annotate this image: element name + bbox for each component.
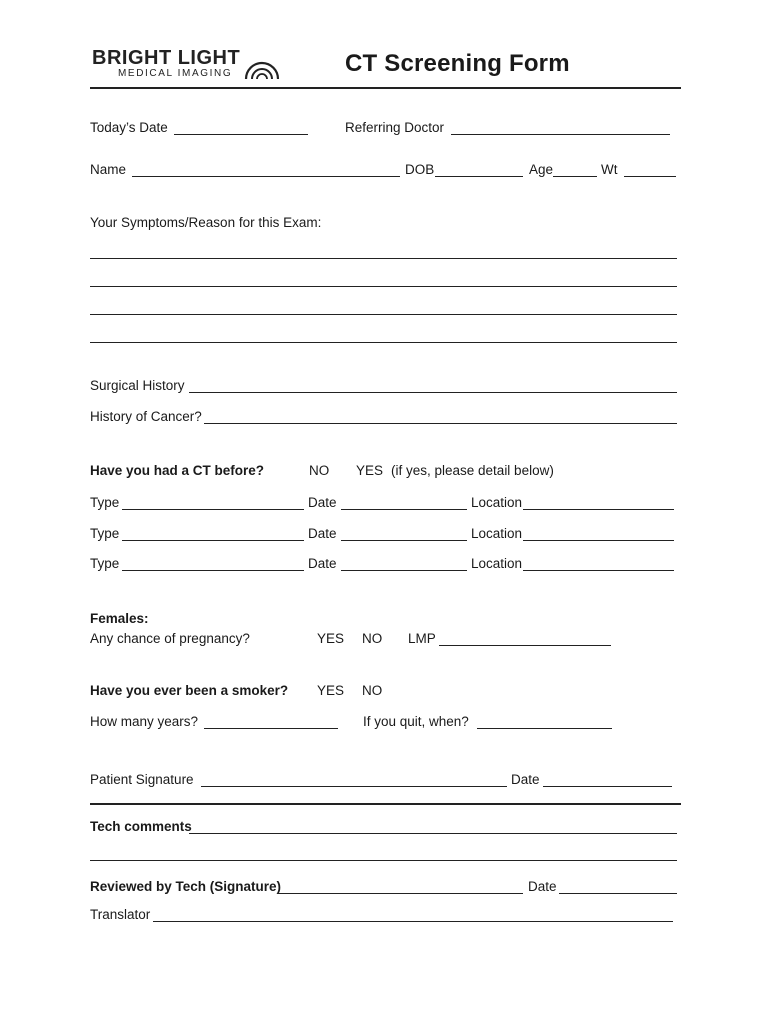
location-label-3: Location [471, 556, 523, 571]
smoker-no[interactable]: NO [362, 683, 383, 698]
lmp-label: LMP [408, 631, 436, 646]
name-label: Name [90, 162, 127, 177]
symptoms-line-3[interactable] [90, 314, 677, 315]
symptoms-line-4[interactable] [90, 342, 677, 343]
if-quit-field[interactable] [477, 728, 612, 729]
type-label-1: Type [90, 495, 120, 510]
todays-date-label: Today’s Date [90, 120, 168, 135]
surgical-history-field[interactable] [189, 392, 677, 393]
location-field-1[interactable] [523, 509, 674, 510]
ct-before-label: Have you had a CT before? [90, 463, 265, 478]
signature-date-field[interactable] [543, 786, 672, 787]
if-quit-label: If you quit, when? [363, 714, 469, 729]
ct-before-no[interactable]: NO [309, 463, 330, 478]
type-field-1[interactable] [122, 509, 304, 510]
pregnancy-label: Any chance of pregnancy? [90, 631, 250, 646]
patient-signature-label: Patient Signature [90, 772, 194, 787]
reviewed-by-label: Reviewed by Tech (Signature) [90, 879, 282, 894]
how-many-years-label: How many years? [90, 714, 199, 729]
surgical-history-label: Surgical History [90, 378, 185, 393]
translator-label: Translator [90, 907, 151, 922]
history-of-cancer-label: History of Cancer? [90, 409, 202, 424]
referring-doctor-label: Referring Doctor [345, 120, 445, 135]
reviewed-by-field[interactable] [277, 893, 523, 894]
pregnancy-no[interactable]: NO [362, 631, 383, 646]
wt-label: Wt [601, 162, 618, 177]
type-field-3[interactable] [122, 570, 304, 571]
females-heading: Females: [90, 611, 149, 626]
logo-main-text: BRIGHT LIGHT [92, 47, 241, 69]
location-field-2[interactable] [523, 540, 674, 541]
type-label-2: Type [90, 526, 120, 541]
referring-doctor-field[interactable] [451, 134, 670, 135]
age-field[interactable] [553, 176, 597, 177]
how-many-years-field[interactable] [204, 728, 338, 729]
symptoms-label: Your Symptoms/Reason for this Exam: [90, 215, 322, 230]
date-field-2[interactable] [341, 540, 467, 541]
type-field-2[interactable] [122, 540, 304, 541]
signature-date-label: Date [511, 772, 540, 787]
translator-field[interactable] [153, 921, 673, 922]
date-field-3[interactable] [341, 570, 467, 571]
dob-field[interactable] [435, 176, 523, 177]
ct-before-yes-detail: (if yes, please detail below) [391, 463, 554, 478]
ct-before-yes[interactable]: YES [356, 463, 384, 478]
symptoms-line-2[interactable] [90, 286, 677, 287]
tech-comments-line-2[interactable] [90, 860, 677, 861]
age-label: Age [529, 162, 554, 177]
smoker-yes[interactable]: YES [317, 683, 345, 698]
section-rule [90, 803, 681, 805]
reviewed-date-label: Date [528, 879, 557, 894]
name-field[interactable] [132, 176, 400, 177]
dob-label: DOB [405, 162, 435, 177]
logo-sub-text: MEDICAL IMAGING [118, 68, 233, 79]
page-title: CT Screening Form [345, 50, 570, 77]
date-label-2: Date [308, 526, 337, 541]
location-label-2: Location [471, 526, 523, 541]
reviewed-date-field[interactable] [559, 893, 677, 894]
logo-arc-icon [240, 43, 282, 81]
lmp-field[interactable] [439, 645, 611, 646]
date-label-3: Date [308, 556, 337, 571]
header-rule [90, 87, 681, 89]
wt-field[interactable] [624, 176, 676, 177]
logo [92, 43, 282, 83]
tech-comments-label: Tech comments [90, 819, 192, 834]
tech-comments-field[interactable] [189, 833, 677, 834]
location-label-1: Location [471, 495, 523, 510]
location-field-3[interactable] [523, 570, 674, 571]
date-label-1: Date [308, 495, 337, 510]
pregnancy-yes[interactable]: YES [317, 631, 345, 646]
symptoms-line-1[interactable] [90, 258, 677, 259]
date-field-1[interactable] [341, 509, 467, 510]
type-label-3: Type [90, 556, 120, 571]
patient-signature-field[interactable] [201, 786, 507, 787]
smoker-label: Have you ever been a smoker? [90, 683, 289, 698]
history-of-cancer-field[interactable] [204, 423, 677, 424]
todays-date-field[interactable] [174, 134, 308, 135]
